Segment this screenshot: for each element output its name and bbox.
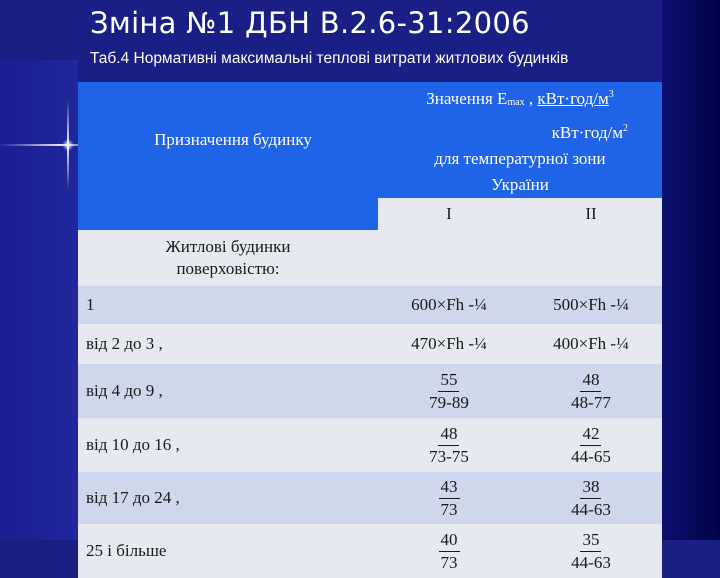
header-values-unit-2-power: 2	[623, 123, 628, 134]
table-row	[78, 418, 662, 472]
fraction-numerator: 43	[439, 476, 460, 499]
table-row-group-label	[78, 230, 662, 286]
header-values	[378, 82, 662, 198]
header-purpose	[78, 82, 378, 198]
header-values-line4: України	[491, 175, 549, 194]
row-zone1-value	[378, 364, 520, 418]
group-label-cell	[78, 230, 378, 286]
row-zone2-value: 400×Fh -¼	[520, 324, 662, 364]
fraction-numerator: 48	[438, 423, 459, 446]
row-zone1-value: 600×Fh -¼	[378, 286, 520, 324]
header-purpose-spacer	[78, 198, 378, 230]
fraction-denominator: 79-89	[429, 392, 469, 412]
row-label: від 2 до 3 ,	[78, 324, 378, 364]
row-zone1-value	[378, 524, 520, 578]
fraction-numerator: 40	[439, 529, 460, 552]
fraction-numerator: 38	[580, 476, 601, 499]
group-label-zone1-empty	[378, 230, 520, 286]
header-values-unit-1: кВт·год/м	[537, 89, 609, 108]
fraction-denominator: 44-63	[571, 499, 611, 519]
fraction-denominator: 73	[440, 499, 458, 519]
table-row	[78, 286, 662, 324]
row-label: 1	[78, 286, 378, 324]
group-label-zone2-empty	[520, 230, 662, 286]
row-zone1-value	[378, 418, 520, 472]
fraction-denominator: 73-75	[429, 446, 469, 466]
fraction-numerator: 42	[580, 423, 601, 446]
table-row	[78, 524, 662, 578]
table-row	[78, 364, 662, 418]
fraction-denominator: 44-63	[571, 552, 611, 572]
slide-subtitle: Таб.4 Нормативні максимальні теплові витрати житлових будинків	[90, 50, 569, 67]
fraction-denominator: 73	[440, 552, 458, 572]
background-dark-band	[662, 0, 720, 540]
row-zone2-value	[520, 524, 662, 578]
header-values-line1	[378, 82, 662, 116]
group-label-line1: Житлові будинки	[165, 237, 291, 256]
header-purpose-label: Призначення будинку	[154, 130, 312, 149]
group-label-line2: поверховістю:	[176, 259, 280, 278]
fraction-denominator: 48-77	[571, 392, 611, 412]
header-values-label: Значення E	[426, 89, 508, 108]
row-label: від 10 до 16 ,	[78, 418, 378, 472]
header-values-line2	[378, 116, 662, 146]
slide-title: Зміна №1 ДБН В.2.6-31:2006	[90, 6, 530, 40]
row-zone2-value	[520, 472, 662, 524]
table-row	[78, 472, 662, 524]
row-zone1-value	[378, 472, 520, 524]
row-label: від 17 до 24 ,	[78, 472, 378, 524]
row-zone2-value	[520, 364, 662, 418]
header-zone-2: II	[520, 198, 662, 230]
header-values-unit-1-power: 3	[608, 89, 614, 100]
header-values-line3: для температурної зони	[434, 149, 606, 168]
fraction-numerator: 35	[580, 529, 601, 552]
row-zone2-value	[520, 418, 662, 472]
table-header-row	[78, 82, 662, 198]
header-values-subscript: max	[507, 97, 525, 108]
row-zone2-value: 500×Fh -¼	[520, 286, 662, 324]
norms-table	[78, 82, 662, 578]
header-values-separator: ,	[524, 89, 538, 108]
header-zone-1: I	[378, 198, 520, 230]
row-zone1-value: 470×Fh -¼	[378, 324, 520, 364]
table-row	[78, 324, 662, 364]
row-label: 25 і більше	[78, 524, 378, 578]
sparkle-decoration-center	[62, 139, 74, 151]
fraction-numerator: 48	[580, 369, 601, 392]
header-values-unit-2: кВт·год/м	[551, 123, 623, 142]
fraction-numerator: 55	[438, 369, 459, 392]
table-zone-row	[78, 198, 662, 230]
fraction-denominator: 44-65	[571, 446, 611, 466]
row-label: від 4 до 9 ,	[78, 364, 378, 418]
